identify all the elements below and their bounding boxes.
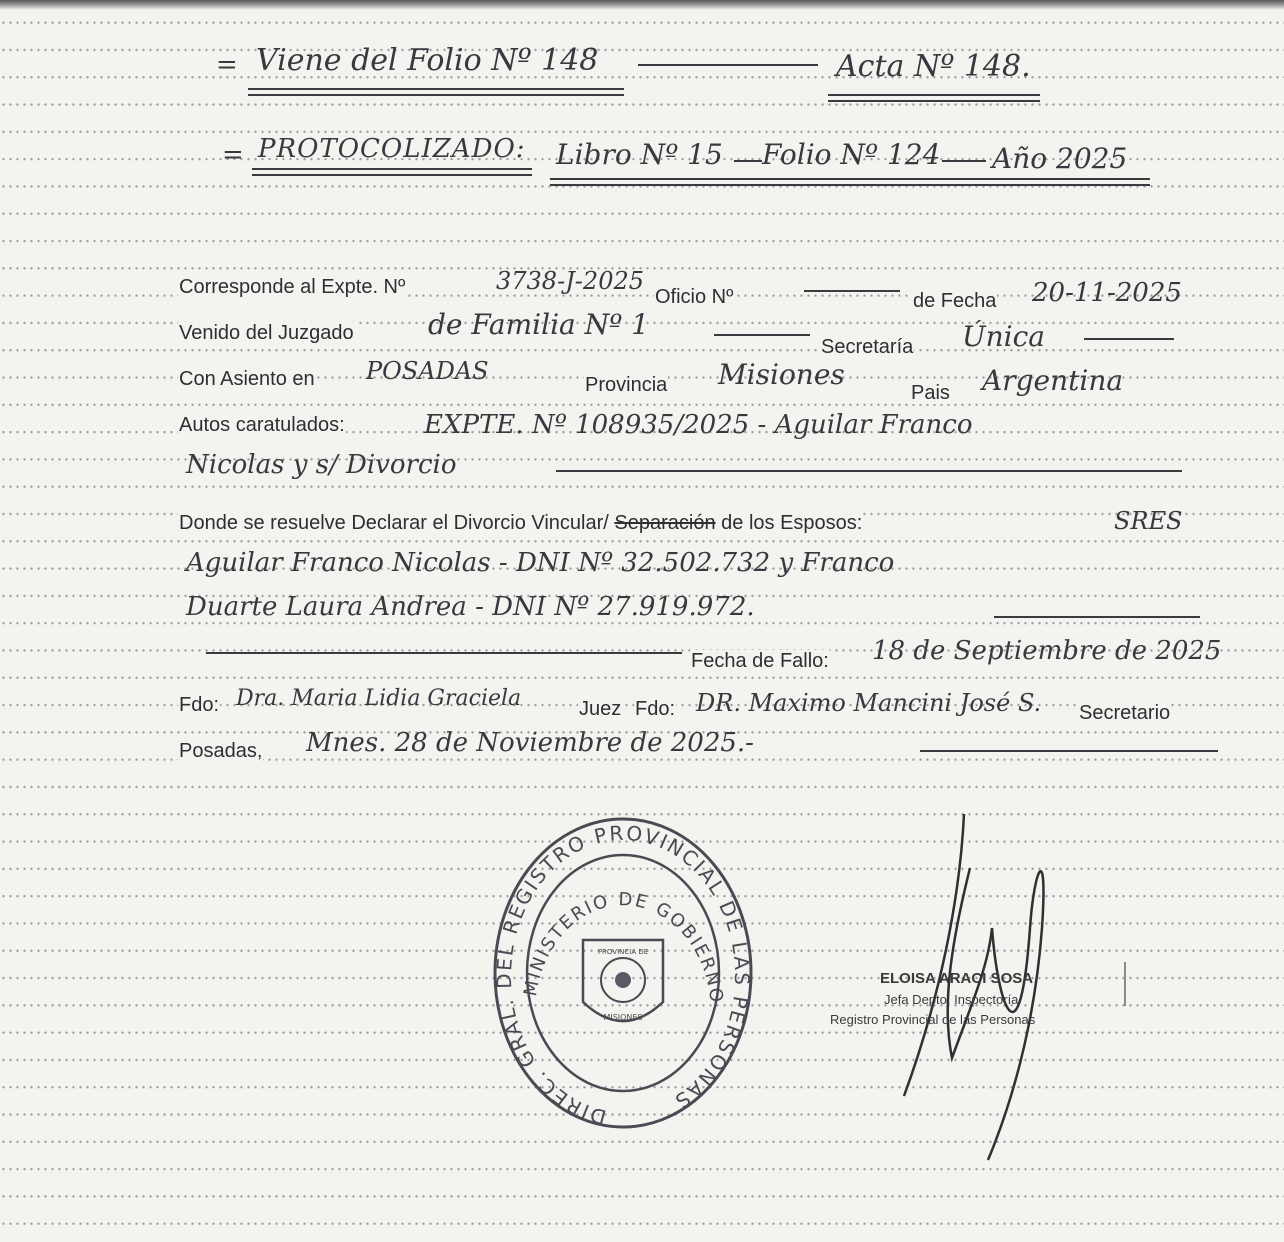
official-seal <box>488 812 758 1134</box>
viene-underline <box>248 88 624 96</box>
fdo-label-1: Fdo: <box>179 694 220 716</box>
handwritten-signature <box>880 808 1080 1168</box>
juzgado-dash <box>714 334 810 336</box>
signer-name: ELOISA ARACI SOSA <box>880 970 1034 987</box>
fecha-label: de Fecha <box>913 290 997 312</box>
emblem-bottom-text: MISIONES <box>603 1013 643 1022</box>
header-dash-3 <box>942 160 986 162</box>
seal-outer-text: DIREC. GRAL. DEL REGISTRO PROVINCIAL DE LAS PERSONAS <box>491 820 755 1130</box>
seal-inner-text: MINISTERIO DE GOBIERNO <box>519 888 727 1006</box>
protocolizado-label: PROTOCOLIZADO: <box>258 134 526 164</box>
donde-label-1: Donde se resuelve Declarar el <box>179 512 449 534</box>
libro-underline <box>550 178 1150 186</box>
esposos-value-1: Aguilar Franco Nicolas - DNI Nº 32.502.732 y Franco <box>186 548 895 578</box>
secretaria-dash <box>1084 338 1174 340</box>
separacion-struck: Separación <box>614 512 716 534</box>
asiento-value: POSADAS <box>366 357 489 385</box>
esposos-dash <box>994 616 1200 618</box>
autos-label: Autos caratulados: <box>179 414 345 436</box>
autos-value-1: EXPTE. Nº 108935/2025 - Aguilar Franco <box>424 410 973 440</box>
posadas-dash <box>920 750 1218 752</box>
asiento-label: Con Asiento en <box>179 368 315 390</box>
header-dash-1 <box>638 64 818 66</box>
secretaria-label: Secretaría <box>821 336 914 358</box>
fallo-dash <box>206 652 682 654</box>
provincia-label: Provincia <box>585 374 668 396</box>
folio-number: Folio Nº 124 <box>762 138 941 171</box>
venido-label: Venido del Juzgado <box>179 322 354 344</box>
pais-value: Argentina <box>982 364 1124 397</box>
stamp-edge-mark <box>1124 962 1126 1006</box>
donde-label-3: de los Esposos: <box>721 512 863 534</box>
autos-value-2: Nicolas y s/ Divorcio <box>186 450 457 480</box>
fecha-value: 20-11-2025 <box>1032 278 1182 308</box>
acta-number: Acta Nº 148. <box>836 49 1031 84</box>
fdo-value-2: DR. Maximo Mancini José S. <box>696 689 1042 717</box>
page-top-edge <box>0 0 1284 10</box>
viene-del-folio: Viene del Folio Nº 148 <box>256 43 599 78</box>
seal-emblem <box>583 940 663 1022</box>
signer-org: Registro Provincial de las Personas <box>830 1012 1036 1027</box>
esposos-value-2: Duarte Laura Andrea - DNI Nº 27.919.972. <box>186 592 755 622</box>
libro-number: Libro Nº 15 <box>556 138 723 171</box>
oficio-label: Oficio Nº <box>655 286 734 308</box>
donde-label <box>178 512 863 534</box>
expte-value: 3738-J-2025 <box>496 267 644 295</box>
oficio-blank-line <box>804 290 900 292</box>
acta-underline <box>828 94 1040 102</box>
autos-dash <box>556 470 1182 472</box>
fallo-value: 18 de Septiembre de 2025 <box>872 636 1222 666</box>
fdo-value-1: Dra. Maria Lidia Graciela <box>236 686 522 711</box>
fallo-label: Fecha de Fallo: <box>691 650 829 672</box>
signer-role: Jefa Depto. Inspectoría <box>884 992 1019 1007</box>
header-prefix-2: = <box>222 140 244 170</box>
provincia-value: Misiones <box>718 358 845 391</box>
posadas-label: Posadas, <box>179 740 263 762</box>
anio: Año 2025 <box>992 142 1128 175</box>
header-dash-2 <box>734 160 762 162</box>
fdo-label-2: Fdo: <box>635 698 676 720</box>
header-prefix-1: = <box>216 50 238 80</box>
emblem-top-text: PROVINCIA DE <box>597 948 649 956</box>
pais-label: Pais <box>911 382 950 404</box>
secretaria-value: Única <box>962 320 1045 353</box>
secretario-label: Secretario <box>1079 702 1171 724</box>
juez-label: Juez <box>579 698 622 720</box>
esposos-value-0: SRES <box>1114 507 1183 535</box>
juzgado-value: de Familia Nº 1 <box>428 308 650 341</box>
corresponde-label: Corresponde al Expte. Nº <box>179 276 406 298</box>
protocolizado-underline <box>252 168 532 176</box>
posadas-value: Mnes. 28 de Noviembre de 2025.- <box>306 728 754 758</box>
donde-label-2: Divorcio Vincular/ <box>453 512 609 534</box>
